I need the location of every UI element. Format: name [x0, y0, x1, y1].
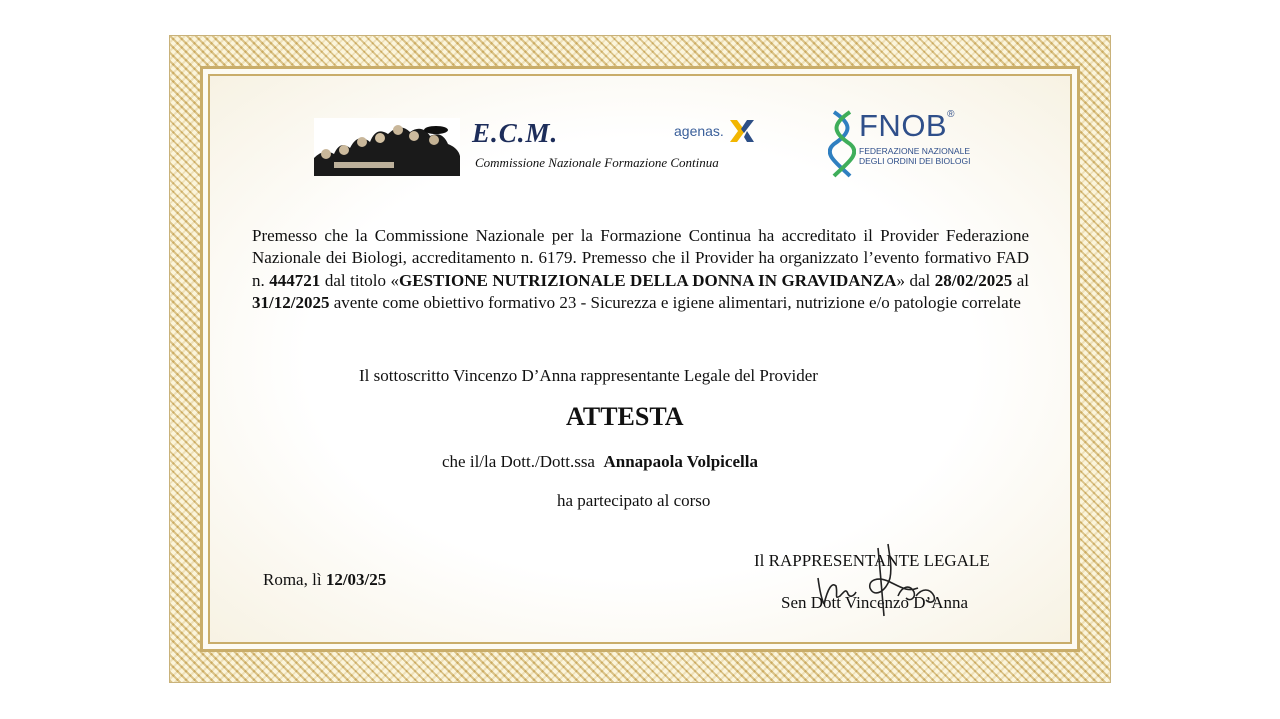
attesta-heading: ATTESTA: [566, 402, 684, 431]
sottoscritto-text: Il sottoscritto Vincenzo D’Anna rappresentante Legale del Provider: [359, 366, 818, 385]
certificate-paragraph: Premesso che la Commissione Nazionale per la Formazione Continua ha accreditato il Provider Federazione Nazionale dei Biologi, accreditamento n. 6179. Premesso che il Provider ha organizzato l’evento formativo FAD n. 444721 dal titolo «GESTIONE NUTRIZIONALE DELLA DONNA IN GRAVIDANZA» dal 28/02/2025 al 31/12/2025 avente come obiettivo formativo 23 - Sicurezza e igiene alimentari, nutrizione e/o patologie correlate: [252, 226, 1030, 312]
fnob-logo: [828, 110, 970, 178]
start-date: 28/02/2025: [934, 270, 1013, 290]
issue-date: 12/03/25: [325, 570, 387, 589]
fnob-name: FNOB®: [859, 108, 955, 143]
end-date: 31/12/2025: [252, 292, 330, 312]
place-label: Roma, lì: [263, 570, 322, 589]
ecm-title: E.C.M.: [472, 118, 559, 148]
fnob-subtitle: FEDERAZIONE NAZIONALE DEGLI ORDINI DEI BIOLOGI: [859, 146, 971, 166]
handwritten-signature: [798, 538, 958, 622]
recipient-line: [442, 452, 758, 472]
recipient-prefix: che il/la Dott./Dott.ssa: [442, 452, 595, 471]
agenas-logo-text: agenas.: [674, 123, 724, 139]
legal-representative-name: Sen Dott Vincenzo D’Anna: [781, 593, 969, 612]
ecm-painting-logo: [314, 118, 460, 176]
course-title: GESTIONE NUTRIZIONALE DELLA DONNA IN GRAVIDANZA: [399, 270, 897, 290]
agenas-logo: [674, 116, 757, 146]
participated-text: ha partecipato al corso: [557, 491, 711, 510]
legal-representative-title: Il RAPPRESENTANTE LEGALE: [754, 551, 990, 570]
dna-helix-icon: [828, 110, 856, 178]
recipient-name: Annapaola Volpicella: [603, 452, 758, 471]
event-number: 444721: [269, 270, 321, 290]
agenas-mark-icon: [727, 116, 757, 146]
ecm-subtitle: Commissione Nazionale Formazione Continua: [475, 155, 719, 170]
place-date: [263, 570, 386, 590]
